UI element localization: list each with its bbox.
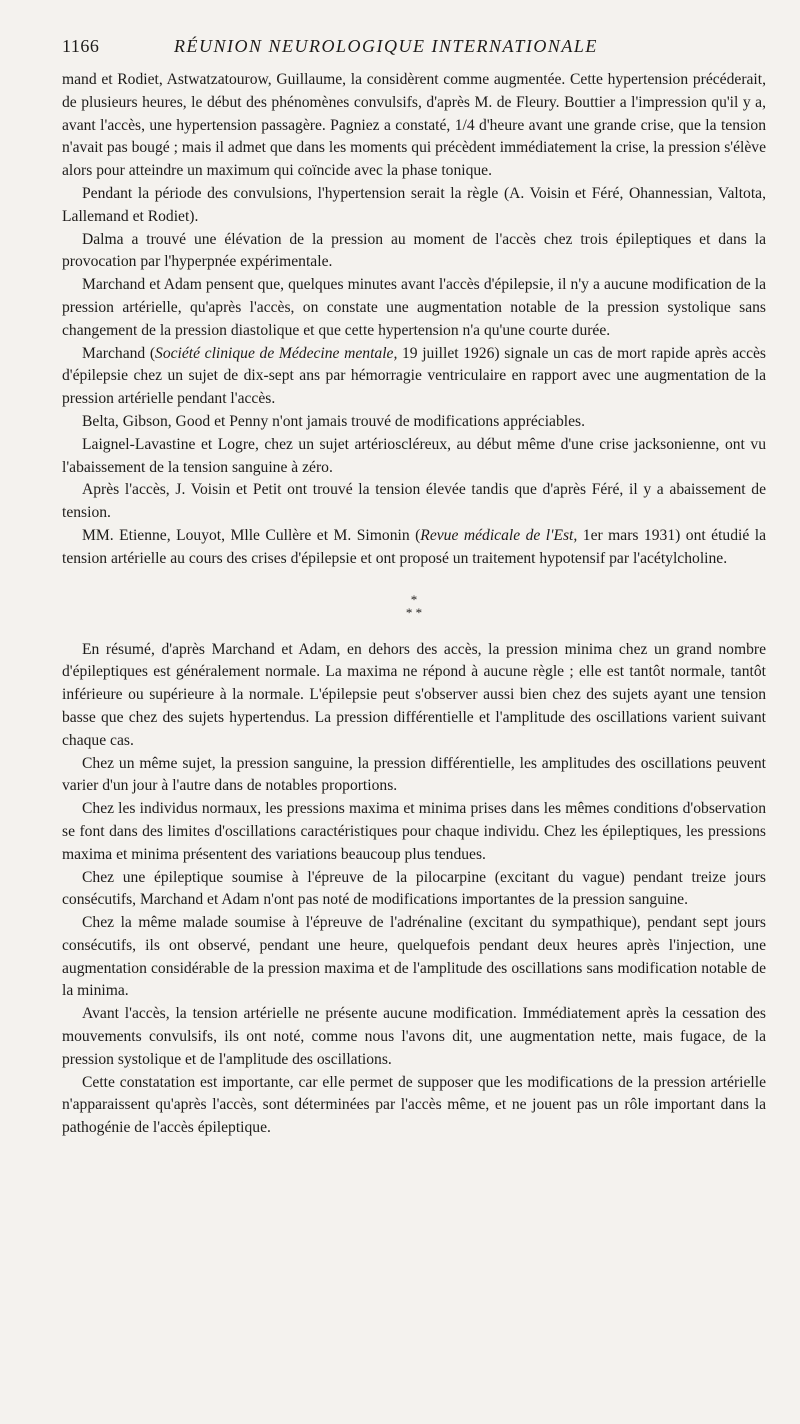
separator-stars-bottom: * * bbox=[405, 604, 423, 620]
paragraph-etienne bbox=[62, 525, 766, 571]
journal-title: Société clinique de Médecine mentale, bbox=[155, 344, 398, 362]
section-separator bbox=[62, 593, 766, 619]
body-text bbox=[62, 69, 766, 1140]
page-number: 1166 bbox=[62, 36, 100, 56]
paragraph: Chez un même sujet, la pression sanguine, la pression différentielle, les amplitudes des oscillations peuvent varier d'un jour à l'autre dans de notables proportions. bbox=[62, 754, 766, 795]
paragraph: Chez la même malade soumise à l'épreuve de l'adrénaline (excitant du sympathique), pendant sept jours consécutifs, ils ont observé, pendant une heure, quelquefois pendant deux heures après l'injection, une augmentation considérable de la pression maxima et de l'amplitude des oscillations sans modification notable de la minima. bbox=[62, 914, 766, 1000]
paragraph-marchand bbox=[62, 343, 766, 411]
paragraph: Après l'accès, J. Voisin et Petit ont trouvé la tension élevée tandis que d'après Féré, il y a abaissement de tension. bbox=[62, 481, 766, 522]
text-run: 19 juillet 1926) signale un cas de mort rapide après accès d'épilepsie chez un sujet de dix-sept ans par hémorragie ventriculaire en rapport avec une augmentation de la pression artérielle pendant l'accès. bbox=[62, 344, 766, 408]
separator-star-top: * bbox=[410, 591, 418, 607]
paragraph: Marchand et Adam pensent que, quelques minutes avant l'accès d'épilepsie, il n'y a aucune modification de la pression artérielle, qu'après l'accès, on constate une augmentation notable de la pression systolique sans changement de la pression diastolique et que cette hypertension n'a qu'une courte durée. bbox=[62, 276, 766, 339]
text-run: MM. Etienne, Louyot, Mlle Cullère et M. Simonin ( bbox=[82, 526, 421, 544]
text-run: Marchand ( bbox=[82, 344, 156, 362]
paragraph: En résumé, d'après Marchand et Adam, en dehors des accès, la pression minima chez un grand nombre d'épileptiques est généralement normale. La maxima ne répond à aucune règle ; elle est tantôt normale, tantôt inférieure ou supérieure à la normale. L'épilepsie peut s'observer aussi bien chez des sujets ayant une tension basse que chez des sujets hypertendus. La pression différentielle et l'amplitude des oscillations varient suivant chaque cas. bbox=[62, 640, 766, 749]
paragraph: mand et Rodiet, Astwatzatourow, Guillaume, la considèrent comme augmentée. Cette hypertension précéderait, de plusieurs heures, le début des phénomènes convulsifs, d'après M. de Fleury. Bouttier a l'impression qu'il y a, avant l'accès, une hypertension passagère. Pagniez a constaté, 1/4 d'heure avant une grande crise, que la tension n'avait pas bougé ; mais il admet que dans les moments qui précèdent immédiatement la crise, la pression s'élève alors pour atteindre un maximum qui coïncide avec la phase tonique. bbox=[62, 71, 766, 180]
paragraph: Pendant la période des convulsions, l'hypertension serait la règle (A. Voisin et Féré, Ohannessian, Valtota, Lallemand et Rodiet). bbox=[62, 184, 766, 225]
paragraph: Chez les individus normaux, les pressions maxima et minima prises dans les mêmes conditions d'observation se font dans des limites d'oscillations caractéristiques pour chaque individu. Chez les épileptiques, les pressions maxima et minima présentent des variations beaucoup plus tendues. bbox=[62, 800, 766, 863]
paragraph: Belta, Gibson, Good et Penny n'ont jamais trouvé de modifications appréciables. bbox=[82, 412, 585, 430]
paragraph: Avant l'accès, la tension artérielle ne présente aucune modification. Immédiatement après la cessation des mouvements convulsifs, ils ont noté, comme nous l'avons dit, une augmentation nette, mais fugace, de la pression systolique et de l'amplitude des oscillations. bbox=[62, 1005, 766, 1068]
paragraph: Dalma a trouvé une élévation de la pression au moment de l'accès chez trois épileptiques et dans la provocation par l'hyperpnée expérimentale. bbox=[62, 230, 766, 271]
paragraph: Cette constatation est importante, car elle permet de supposer que les modifications de la pression artérielle n'apparaissent qu'après l'accès, sont déterminées par l'accès même, et ne jouent pas un rôle important dans la pathogénie de l'accès épileptique. bbox=[62, 1073, 766, 1137]
journal-title: Revue médicale de l'Est, bbox=[420, 526, 578, 544]
text-run: 1er mars 1931) ont étudié la tension artérielle au cours des crises d'épilepsie et ont proposé un traitement hypotensif par l'acétylcholine. bbox=[62, 526, 767, 567]
paragraph: Laignel-Lavastine et Logre, chez un sujet artérioscléreux, au début même d'une crise jacksonienne, ont vu l'abaissement de la tension sanguine à zéro. bbox=[62, 435, 766, 476]
running-title: RÉUNION NEUROLOGIQUE INTERNATIONALE bbox=[174, 36, 598, 56]
paragraph: Chez une épileptique soumise à l'épreuve de la pilocarpine (excitant du vague) pendant treize jours consécutifs, Marchand et Adam n'ont pas noté de modifications importantes de la pression sanguine. bbox=[62, 868, 766, 909]
